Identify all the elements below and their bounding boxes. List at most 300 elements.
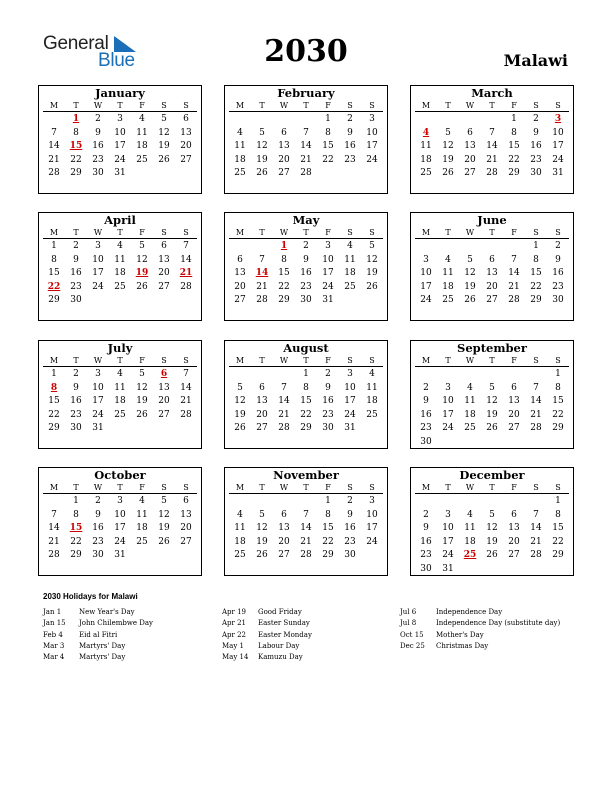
logo-blue-text: Blue <box>98 50 135 71</box>
month-february <box>224 85 388 194</box>
day-cell: 18 <box>464 536 476 547</box>
day-cell: 19 <box>158 523 170 533</box>
day-cell: 27 <box>158 409 170 420</box>
day-cell: 29 <box>552 550 564 560</box>
empty-day-cell <box>437 495 459 509</box>
day-cell: 3 <box>325 241 331 251</box>
day-cell: 23 <box>92 536 104 547</box>
month-april <box>38 212 202 321</box>
day-cell: 2 <box>73 369 79 379</box>
weekday-header: S <box>361 482 383 494</box>
day-cell: 19 <box>158 141 170 151</box>
day-cell: 28 <box>180 409 192 420</box>
day-cell: 31 <box>322 295 334 305</box>
weekday-header: S <box>525 227 547 239</box>
day-cell: 27 <box>508 423 520 433</box>
day-cell: 11 <box>366 382 378 393</box>
day-cell: 25 <box>114 281 126 292</box>
day-cell: 28 <box>508 295 520 305</box>
day-cell: 9 <box>73 382 79 393</box>
weekday-header: M <box>43 100 65 112</box>
day-cell: 6 <box>489 254 495 265</box>
month-day-grid <box>411 227 573 308</box>
holiday-name: Easter Monday <box>258 630 312 639</box>
empty-day-cell <box>481 495 503 509</box>
day-cell: 14 <box>508 268 520 278</box>
weekday-header: F <box>131 100 153 112</box>
day-cell: 7 <box>281 382 287 393</box>
day-cell: 6 <box>183 114 189 124</box>
day-cell: 11 <box>136 127 148 138</box>
day-cell: 9 <box>325 382 331 393</box>
day-cell: 23 <box>420 550 432 560</box>
day-cell: 28 <box>300 550 312 560</box>
weekday-header: F <box>131 355 153 367</box>
weekday-header: S <box>547 227 569 239</box>
day-cell: 23 <box>420 423 432 433</box>
day-cell: 25 <box>366 409 378 420</box>
day-cell: 8 <box>325 127 331 138</box>
day-cell: 8 <box>555 509 561 520</box>
day-cell: 15 <box>48 396 60 406</box>
day-cell: 31 <box>442 563 454 574</box>
day-cell: 5 <box>139 369 145 379</box>
day-cell: 18 <box>366 396 378 406</box>
empty-day-cell <box>295 113 317 127</box>
day-cell: 8 <box>281 254 287 265</box>
holiday-column <box>43 607 153 663</box>
day-cell: 7 <box>533 509 539 520</box>
holiday-date: Apr 19 <box>222 608 247 616</box>
day-cell: 23 <box>70 281 82 292</box>
day-cell: 16 <box>92 523 104 533</box>
day-cell: 27 <box>180 536 192 547</box>
day-cell: 27 <box>508 550 520 560</box>
day-cell: 2 <box>347 114 353 124</box>
month-day-grid <box>225 227 387 308</box>
day-cell: 20 <box>180 141 192 151</box>
day-cell: 18 <box>234 536 246 547</box>
day-cell: 25 <box>234 168 246 178</box>
day-cell: 25 <box>136 536 148 547</box>
weekday-header: T <box>65 355 87 367</box>
empty-day-cell <box>503 240 525 254</box>
weekday-header: T <box>251 355 273 367</box>
day-cell: 2 <box>423 382 429 393</box>
day-cell: 1 <box>533 241 539 251</box>
day-cell: 25 <box>420 168 432 178</box>
empty-day-cell <box>481 113 503 127</box>
weekday-header: S <box>361 227 383 239</box>
month-name: October <box>94 468 146 482</box>
day-cell: 17 <box>420 281 432 292</box>
weekday-header: S <box>153 227 175 239</box>
day-cell: 21 <box>48 536 60 547</box>
month-day-grid <box>225 482 387 563</box>
holiday-day-cell: 25 <box>463 550 477 560</box>
holiday-day-cell: 15 <box>69 523 83 533</box>
day-cell: 15 <box>508 141 520 151</box>
day-cell: 5 <box>259 509 265 520</box>
day-cell: 6 <box>511 509 517 520</box>
day-cell: 30 <box>344 550 356 560</box>
day-cell: 22 <box>552 536 564 547</box>
day-cell: 24 <box>366 536 378 547</box>
day-cell: 30 <box>92 550 104 560</box>
holiday-name: Independence Day <box>436 608 503 616</box>
day-cell: 1 <box>303 369 309 379</box>
month-december <box>410 467 574 576</box>
weekday-header: T <box>295 482 317 494</box>
day-cell: 2 <box>303 241 309 251</box>
day-cell: 19 <box>136 396 148 406</box>
day-cell: 7 <box>511 254 517 265</box>
month-name: November <box>273 468 339 482</box>
day-cell: 18 <box>234 154 246 165</box>
day-cell: 1 <box>51 241 57 251</box>
day-cell: 24 <box>366 154 378 165</box>
weekday-header: T <box>437 227 459 239</box>
holiday-day-cell: 19 <box>135 268 149 278</box>
holiday-date: Dec 25 <box>400 641 425 650</box>
day-cell: 1 <box>511 114 517 124</box>
day-cell: 14 <box>278 396 290 406</box>
day-cell: 18 <box>114 268 126 278</box>
month-name: June <box>477 213 507 227</box>
holiday-day-cell: 3 <box>554 114 562 124</box>
day-cell: 11 <box>136 509 148 520</box>
day-cell: 13 <box>180 509 192 520</box>
day-cell: 28 <box>278 423 290 433</box>
day-cell: 6 <box>259 382 265 393</box>
day-cell: 21 <box>300 154 312 165</box>
weekday-header: M <box>229 482 251 494</box>
day-cell: 22 <box>322 536 334 547</box>
day-cell: 8 <box>325 509 331 520</box>
day-cell: 19 <box>464 281 476 292</box>
day-cell: 5 <box>139 241 145 251</box>
day-cell: 8 <box>51 254 57 265</box>
day-cell: 22 <box>48 409 60 420</box>
day-cell: 31 <box>92 423 104 433</box>
day-cell: 17 <box>366 141 378 151</box>
day-cell: 13 <box>278 141 290 151</box>
day-cell: 10 <box>344 382 356 393</box>
day-cell: 23 <box>552 281 564 292</box>
day-cell: 17 <box>114 141 126 151</box>
day-cell: 29 <box>530 295 542 305</box>
weekday-header: M <box>43 482 65 494</box>
holiday-entry <box>222 607 312 618</box>
holiday-entry <box>400 641 560 652</box>
holiday-entry <box>222 641 312 652</box>
day-cell: 14 <box>300 523 312 533</box>
day-cell: 31 <box>114 550 126 560</box>
day-cell: 11 <box>114 254 126 265</box>
day-cell: 15 <box>552 523 564 533</box>
day-cell: 29 <box>48 423 60 433</box>
holiday-entry <box>222 652 312 663</box>
day-cell: 12 <box>136 382 148 393</box>
country-name: Malawi <box>503 51 568 70</box>
month-november <box>224 467 388 576</box>
day-cell: 20 <box>180 523 192 533</box>
day-cell: 21 <box>48 154 60 165</box>
day-cell: 30 <box>70 423 82 433</box>
day-cell: 26 <box>256 168 268 178</box>
weekday-header: T <box>109 482 131 494</box>
day-cell: 13 <box>180 127 192 138</box>
weekday-header: S <box>175 482 197 494</box>
day-cell: 24 <box>442 550 454 560</box>
day-cell: 29 <box>48 295 60 305</box>
holiday-name: Good Friday <box>258 608 302 616</box>
empty-day-cell <box>437 368 459 382</box>
day-cell: 20 <box>234 281 246 292</box>
day-cell: 9 <box>73 254 79 265</box>
month-day-grid <box>411 355 573 449</box>
weekday-header: F <box>503 227 525 239</box>
day-cell: 22 <box>70 154 82 165</box>
month-name: August <box>283 341 329 355</box>
month-day-grid <box>39 227 201 308</box>
day-cell: 7 <box>51 127 57 138</box>
day-cell: 10 <box>442 523 454 533</box>
day-cell: 14 <box>300 141 312 151</box>
weekday-header: F <box>317 355 339 367</box>
day-cell: 28 <box>48 550 60 560</box>
holiday-date: May 1 <box>222 641 244 650</box>
day-cell: 11 <box>464 523 476 533</box>
day-cell: 14 <box>486 141 498 151</box>
day-cell: 4 <box>445 254 451 265</box>
weekday-header: S <box>361 100 383 112</box>
holiday-entry <box>43 652 153 663</box>
weekday-header: T <box>481 227 503 239</box>
day-cell: 12 <box>158 509 170 520</box>
day-cell: 29 <box>322 550 334 560</box>
day-cell: 19 <box>234 409 246 420</box>
weekday-header: W <box>87 227 109 239</box>
day-cell: 3 <box>117 496 123 506</box>
weekday-header: M <box>229 100 251 112</box>
holiday-date: Jan 1 <box>43 608 62 616</box>
day-cell: 5 <box>161 496 167 506</box>
empty-day-cell <box>415 113 437 127</box>
day-cell: 18 <box>136 141 148 151</box>
holiday-entry <box>400 618 560 629</box>
holiday-name: New Year's Day <box>79 608 135 616</box>
day-cell: 11 <box>234 141 246 151</box>
day-cell: 6 <box>183 496 189 506</box>
empty-day-cell <box>415 495 437 509</box>
weekday-header: W <box>459 482 481 494</box>
weekday-header: S <box>339 227 361 239</box>
day-cell: 15 <box>300 396 312 406</box>
day-cell: 5 <box>489 509 495 520</box>
holiday-entry <box>43 630 153 641</box>
weekday-header: S <box>525 100 547 112</box>
day-cell: 25 <box>114 409 126 420</box>
weekday-header: F <box>131 482 153 494</box>
day-cell: 29 <box>70 550 82 560</box>
weekday-header: T <box>481 100 503 112</box>
day-cell: 21 <box>256 281 268 292</box>
day-cell: 15 <box>530 268 542 278</box>
holiday-entry <box>400 607 560 618</box>
empty-day-cell <box>229 495 251 509</box>
weekday-header: W <box>87 355 109 367</box>
holiday-name: Easter Sunday <box>258 619 310 628</box>
day-cell: 3 <box>347 369 353 379</box>
day-cell: 12 <box>486 396 498 406</box>
empty-day-cell <box>525 368 547 382</box>
month-june <box>410 212 574 321</box>
holiday-name: Kamuzu Day <box>258 653 303 662</box>
day-cell: 30 <box>420 436 432 447</box>
day-cell: 14 <box>530 396 542 406</box>
day-cell: 27 <box>180 154 192 165</box>
weekday-header: W <box>459 355 481 367</box>
holiday-date: Jul 8 <box>400 619 417 628</box>
day-cell: 21 <box>508 281 520 292</box>
day-cell: 6 <box>161 241 167 251</box>
empty-day-cell <box>273 113 295 127</box>
month-day-grid <box>411 482 573 576</box>
day-cell: 13 <box>158 254 170 265</box>
day-cell: 25 <box>136 154 148 165</box>
day-cell: 11 <box>464 396 476 406</box>
day-cell: 8 <box>73 127 79 138</box>
empty-day-cell <box>415 240 437 254</box>
day-cell: 9 <box>347 509 353 520</box>
day-cell: 13 <box>278 523 290 533</box>
holiday-name: Independence Day (substitute day) <box>436 619 561 628</box>
day-cell: 7 <box>303 509 309 520</box>
day-cell: 23 <box>344 154 356 165</box>
day-cell: 5 <box>445 127 451 138</box>
day-cell: 22 <box>70 536 82 547</box>
day-cell: 13 <box>464 141 476 151</box>
day-cell: 11 <box>114 382 126 393</box>
day-cell: 23 <box>344 536 356 547</box>
day-cell: 2 <box>347 496 353 506</box>
day-cell: 16 <box>420 536 432 547</box>
holidays-title: 2030 Holidays for Malawi <box>43 592 138 601</box>
day-cell: 21 <box>180 396 192 406</box>
day-cell: 26 <box>486 423 498 433</box>
day-cell: 26 <box>158 536 170 547</box>
weekday-header: T <box>295 355 317 367</box>
day-cell: 3 <box>423 254 429 265</box>
holiday-day-cell: 6 <box>160 369 168 379</box>
day-cell: 4 <box>139 114 145 124</box>
day-cell: 24 <box>92 281 104 292</box>
day-cell: 17 <box>114 523 126 533</box>
day-cell: 19 <box>256 536 268 547</box>
weekday-header: F <box>503 355 525 367</box>
holiday-name: Labour Day <box>258 641 300 650</box>
day-cell: 9 <box>95 509 101 520</box>
day-cell: 9 <box>423 396 429 406</box>
day-cell: 22 <box>322 154 334 165</box>
empty-day-cell <box>251 368 273 382</box>
weekday-header: S <box>547 100 569 112</box>
holiday-entry <box>43 641 153 652</box>
day-cell: 26 <box>234 423 246 433</box>
weekday-header: M <box>415 482 437 494</box>
weekday-header: S <box>175 100 197 112</box>
day-cell: 12 <box>464 268 476 278</box>
day-cell: 6 <box>467 127 473 138</box>
day-cell: 17 <box>552 141 564 151</box>
day-cell: 26 <box>158 154 170 165</box>
day-cell: 17 <box>442 536 454 547</box>
day-cell: 30 <box>92 168 104 178</box>
day-cell: 13 <box>486 268 498 278</box>
day-cell: 10 <box>366 509 378 520</box>
day-cell: 1 <box>325 496 331 506</box>
month-day-grid <box>225 100 387 181</box>
day-cell: 2 <box>95 496 101 506</box>
day-cell: 9 <box>303 254 309 265</box>
day-cell: 29 <box>278 295 290 305</box>
day-cell: 30 <box>530 168 542 178</box>
weekday-header: S <box>153 100 175 112</box>
day-cell: 16 <box>70 396 82 406</box>
day-cell: 7 <box>489 127 495 138</box>
day-cell: 2 <box>423 509 429 520</box>
weekday-header: M <box>415 227 437 239</box>
weekday-header: W <box>273 227 295 239</box>
day-cell: 7 <box>183 369 189 379</box>
empty-day-cell <box>415 368 437 382</box>
holiday-date: Feb 4 <box>43 630 63 639</box>
weekday-header: M <box>229 355 251 367</box>
day-cell: 8 <box>511 127 517 138</box>
day-cell: 21 <box>486 154 498 165</box>
day-cell: 11 <box>344 254 356 265</box>
holiday-day-cell: 22 <box>47 281 61 292</box>
day-cell: 1 <box>555 369 561 379</box>
day-cell: 20 <box>158 268 170 278</box>
day-cell: 3 <box>95 369 101 379</box>
day-cell: 5 <box>369 241 375 251</box>
day-cell: 6 <box>237 254 243 265</box>
day-cell: 18 <box>136 523 148 533</box>
holiday-name: Eid al Fitri <box>79 630 118 639</box>
weekday-header: S <box>339 355 361 367</box>
weekday-header: T <box>481 355 503 367</box>
weekday-header: S <box>339 482 361 494</box>
day-cell: 3 <box>117 114 123 124</box>
day-cell: 26 <box>136 281 148 292</box>
day-cell: 17 <box>92 396 104 406</box>
day-cell: 23 <box>300 281 312 292</box>
day-cell: 27 <box>464 168 476 178</box>
empty-day-cell <box>251 495 273 509</box>
month-name: April <box>104 213 136 227</box>
day-cell: 24 <box>322 281 334 292</box>
holiday-day-cell: 1 <box>72 114 80 124</box>
day-cell: 12 <box>158 127 170 138</box>
day-cell: 22 <box>300 409 312 420</box>
holiday-date: Mar 3 <box>43 641 65 650</box>
day-cell: 16 <box>552 268 564 278</box>
weekday-header: S <box>525 355 547 367</box>
day-cell: 27 <box>278 168 290 178</box>
day-cell: 26 <box>136 409 148 420</box>
